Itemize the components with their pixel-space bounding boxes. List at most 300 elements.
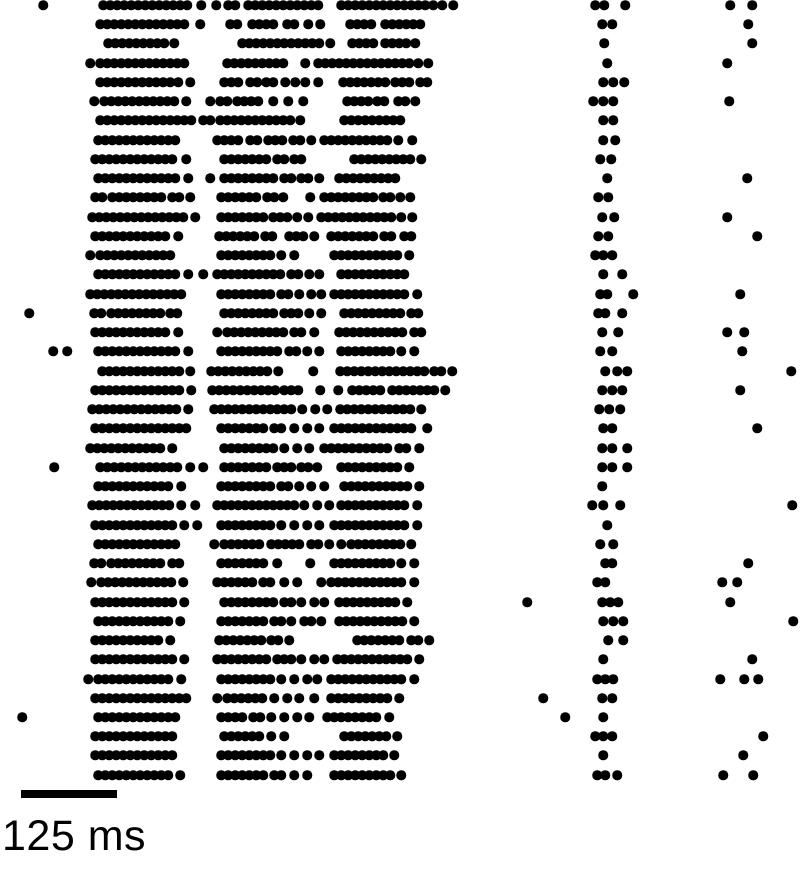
spike-dot bbox=[380, 77, 390, 87]
spike-dot bbox=[309, 597, 319, 607]
spike-dot bbox=[167, 443, 177, 453]
spike-dot bbox=[261, 154, 271, 164]
spike-dot bbox=[268, 77, 278, 87]
spike-dot bbox=[173, 327, 183, 337]
spike-dot bbox=[163, 674, 173, 684]
spike-dot bbox=[209, 539, 219, 549]
spike-dot bbox=[305, 558, 315, 568]
spike-dot bbox=[279, 712, 289, 722]
spike-dot bbox=[413, 58, 423, 68]
scale-bar-label: 125 ms bbox=[2, 812, 147, 860]
spike-dot bbox=[308, 366, 318, 376]
spike-dot bbox=[598, 500, 608, 510]
spike-dot bbox=[608, 115, 618, 125]
spike-dot bbox=[743, 19, 753, 29]
spike-dot bbox=[289, 520, 299, 530]
spike-dot bbox=[280, 77, 290, 87]
spike-dot bbox=[610, 135, 620, 145]
spike-dot bbox=[371, 712, 381, 722]
spike-dot bbox=[294, 693, 304, 703]
spike-dot bbox=[306, 135, 316, 145]
spike-dot bbox=[278, 192, 288, 202]
spike-dot bbox=[416, 327, 426, 337]
spike-dot bbox=[266, 712, 276, 722]
spike-dot bbox=[313, 77, 323, 87]
spike-dot bbox=[608, 539, 618, 549]
spike-dot bbox=[314, 520, 324, 530]
spike-dot bbox=[249, 231, 259, 241]
spike-dot bbox=[169, 96, 179, 106]
spike-dot bbox=[278, 58, 288, 68]
spike-dot bbox=[597, 212, 607, 222]
spike-dot bbox=[237, 712, 247, 722]
spike-dot bbox=[396, 577, 406, 587]
spike-dot bbox=[752, 231, 762, 241]
spike-dot bbox=[295, 135, 305, 145]
spike-dot bbox=[396, 346, 406, 356]
spike-dot bbox=[399, 500, 409, 510]
spike-dot bbox=[167, 731, 177, 741]
spike-dot bbox=[606, 154, 616, 164]
spike-dot bbox=[303, 19, 313, 29]
spike-dot bbox=[48, 346, 58, 356]
spike-dot bbox=[786, 366, 796, 376]
spike-dot bbox=[169, 38, 179, 48]
spike-dot bbox=[167, 597, 177, 607]
spike-dot bbox=[186, 115, 196, 125]
spike-dot bbox=[412, 289, 422, 299]
spike-dot bbox=[261, 462, 271, 472]
spike-dot bbox=[298, 96, 308, 106]
spike-dot bbox=[396, 674, 406, 684]
spike-dot bbox=[385, 346, 395, 356]
spike-dot bbox=[416, 404, 426, 414]
spike-dot bbox=[176, 674, 186, 684]
spike-dot bbox=[600, 770, 610, 780]
spike-dot bbox=[185, 366, 195, 376]
spike-dot bbox=[787, 500, 797, 510]
spike-dot bbox=[296, 154, 306, 164]
spike-dot bbox=[163, 770, 173, 780]
spike-dot bbox=[598, 616, 608, 626]
spike-dot bbox=[613, 327, 623, 337]
spike-dot bbox=[155, 558, 165, 568]
spike-dot bbox=[283, 96, 293, 106]
spike-dot bbox=[385, 192, 395, 202]
spike-dot bbox=[314, 38, 324, 48]
spike-dot bbox=[179, 19, 189, 29]
spike-dot bbox=[276, 520, 286, 530]
spike-dot bbox=[293, 269, 303, 279]
spike-dot bbox=[296, 327, 306, 337]
spike-dot bbox=[179, 58, 189, 68]
spike-dot bbox=[304, 712, 314, 722]
spike-dot bbox=[303, 173, 313, 183]
spike-dot bbox=[405, 154, 415, 164]
spike-dot bbox=[286, 404, 296, 414]
spike-dot bbox=[276, 616, 286, 626]
spike-dot bbox=[617, 269, 627, 279]
spike-dot bbox=[599, 0, 609, 10]
spike-dot bbox=[310, 404, 320, 414]
spike-dot bbox=[155, 308, 165, 318]
spike-dot bbox=[302, 423, 312, 433]
spike-dot bbox=[181, 154, 191, 164]
spike-dot bbox=[302, 674, 312, 684]
spike-dot bbox=[401, 443, 411, 453]
spike-dot bbox=[396, 770, 406, 780]
spike-dot bbox=[294, 539, 304, 549]
spike-dot bbox=[292, 712, 302, 722]
spike-dot bbox=[176, 289, 186, 299]
spike-dot bbox=[622, 462, 632, 472]
spike-dot bbox=[261, 654, 271, 664]
spike-dot bbox=[618, 616, 628, 626]
spike-dot bbox=[172, 462, 182, 472]
spike-dot bbox=[174, 558, 184, 568]
spike-dot bbox=[386, 231, 396, 241]
spike-dot bbox=[739, 327, 749, 337]
spike-dot bbox=[277, 135, 287, 145]
spike-dot bbox=[316, 289, 326, 299]
spike-dot bbox=[718, 770, 728, 780]
spike-dot bbox=[386, 212, 396, 222]
spike-dot bbox=[313, 539, 323, 549]
spike-dot bbox=[419, 366, 429, 376]
spike-dot bbox=[279, 731, 289, 741]
spike-dot bbox=[415, 19, 425, 29]
spike-dot bbox=[404, 462, 414, 472]
spike-dot bbox=[598, 654, 608, 664]
spike-dot bbox=[752, 423, 762, 433]
spike-dot bbox=[183, 346, 193, 356]
spike-dot bbox=[368, 38, 378, 48]
spike-dot bbox=[747, 0, 757, 10]
spike-dot bbox=[603, 231, 613, 241]
spike-dot bbox=[522, 597, 532, 607]
spike-dot bbox=[416, 154, 426, 164]
spike-dot bbox=[382, 443, 392, 453]
spike-dot bbox=[406, 231, 416, 241]
spike-dot bbox=[276, 423, 286, 433]
spike-dot bbox=[294, 481, 304, 491]
spike-dot bbox=[255, 712, 265, 722]
spike-dot bbox=[758, 731, 768, 741]
spike-dot bbox=[385, 770, 395, 780]
spike-dot bbox=[272, 558, 282, 568]
spike-dot bbox=[195, 19, 205, 29]
spike-dot bbox=[618, 635, 628, 645]
spike-dot bbox=[429, 385, 439, 395]
spike-dot bbox=[437, 0, 447, 10]
spike-dot bbox=[159, 38, 169, 48]
spike-dot bbox=[598, 750, 608, 760]
spike-dot bbox=[289, 19, 299, 29]
spike-dot bbox=[167, 520, 177, 530]
spike-dot bbox=[268, 308, 278, 318]
spike-dot bbox=[268, 597, 278, 607]
spike-dot bbox=[600, 308, 610, 318]
spike-dot bbox=[254, 731, 264, 741]
spike-dot bbox=[607, 558, 617, 568]
spike-dot bbox=[289, 250, 299, 260]
spike-dot bbox=[179, 597, 189, 607]
spike-dot bbox=[292, 577, 302, 587]
spike-dot bbox=[175, 616, 185, 626]
spike-dot bbox=[296, 654, 306, 664]
spike-dot bbox=[725, 0, 735, 10]
spike-dot bbox=[314, 346, 324, 356]
spike-dot bbox=[269, 693, 279, 703]
spike-dot bbox=[368, 192, 378, 202]
spike-dot bbox=[409, 558, 419, 568]
spike-dot bbox=[412, 520, 422, 530]
spike-dot bbox=[174, 366, 184, 376]
spike-dot bbox=[394, 693, 404, 703]
spike-dot bbox=[306, 616, 316, 626]
spike-dot bbox=[597, 693, 607, 703]
spike-dot bbox=[392, 250, 402, 260]
spike-dot bbox=[165, 635, 175, 645]
spike-dot bbox=[600, 577, 610, 587]
spike-dot bbox=[289, 770, 299, 780]
spike-dot bbox=[279, 154, 289, 164]
spike-dot bbox=[178, 577, 188, 587]
spike-dot bbox=[166, 577, 176, 587]
spike-dot bbox=[96, 308, 106, 318]
spike-dot bbox=[286, 654, 296, 664]
spike-dot bbox=[319, 597, 329, 607]
spike-dot bbox=[788, 616, 798, 626]
spike-dot bbox=[406, 539, 416, 549]
spike-dot bbox=[222, 96, 232, 106]
spike-dot bbox=[325, 38, 335, 48]
spike-dot bbox=[314, 423, 324, 433]
spike-dot bbox=[232, 19, 242, 29]
spike-dot bbox=[382, 693, 392, 703]
spike-dot bbox=[402, 654, 412, 664]
spike-dot bbox=[176, 481, 186, 491]
spike-dot bbox=[178, 212, 188, 222]
spike-dot bbox=[722, 327, 732, 337]
spike-dot bbox=[309, 654, 319, 664]
spike-dot bbox=[400, 96, 410, 106]
spike-dot bbox=[732, 577, 742, 587]
spike-dot bbox=[163, 481, 173, 491]
spike-dot bbox=[268, 96, 278, 106]
spike-dot bbox=[89, 96, 99, 106]
spike-dot bbox=[300, 58, 310, 68]
spike-dot bbox=[612, 770, 622, 780]
spike-dot bbox=[392, 462, 402, 472]
spike-dot bbox=[617, 308, 627, 318]
spike-dot bbox=[368, 231, 378, 241]
spike-dot bbox=[409, 577, 419, 587]
spike-dot bbox=[738, 750, 748, 760]
spike-dot bbox=[302, 346, 312, 356]
spike-dot bbox=[393, 135, 403, 145]
spike-dot bbox=[385, 558, 395, 568]
spike-dot bbox=[265, 250, 275, 260]
spike-dot bbox=[615, 500, 625, 510]
spike-dot bbox=[286, 597, 296, 607]
spike-dot bbox=[185, 77, 195, 87]
spike-dot bbox=[404, 250, 414, 260]
spike-dot bbox=[85, 250, 95, 260]
spike-dot bbox=[309, 327, 319, 337]
spike-dot bbox=[608, 96, 618, 106]
spike-dot bbox=[598, 77, 608, 87]
spike-dot bbox=[314, 173, 324, 183]
spike-dot bbox=[399, 289, 409, 299]
spike-dot bbox=[175, 770, 185, 780]
spike-dot bbox=[299, 500, 309, 510]
spike-dot bbox=[595, 346, 605, 356]
spike-dot bbox=[312, 674, 322, 684]
spike-dot bbox=[265, 520, 275, 530]
spike-dot bbox=[97, 192, 107, 202]
spike-dot bbox=[600, 366, 610, 376]
spike-dot bbox=[312, 462, 322, 472]
spike-dot bbox=[382, 135, 392, 145]
spike-dot bbox=[233, 135, 243, 145]
spike-dot bbox=[314, 269, 324, 279]
spike-dot bbox=[266, 731, 276, 741]
spike-dot bbox=[306, 481, 316, 491]
spike-dot bbox=[298, 231, 308, 241]
spike-dot bbox=[211, 0, 221, 10]
spike-dot bbox=[156, 192, 166, 202]
spike-dot bbox=[286, 462, 296, 472]
spike-dot bbox=[379, 96, 389, 106]
spike-dot bbox=[170, 712, 180, 722]
spike-dot bbox=[170, 346, 180, 356]
spike-dot bbox=[422, 77, 432, 87]
spike-dot bbox=[392, 731, 402, 741]
spike-dot bbox=[324, 500, 334, 510]
spike-dot bbox=[722, 58, 732, 68]
spike-dot bbox=[395, 192, 405, 202]
spike-dot bbox=[395, 115, 405, 125]
spike-dot bbox=[595, 154, 605, 164]
spike-dot bbox=[292, 443, 302, 453]
spike-dot bbox=[276, 250, 286, 260]
spike-dot bbox=[205, 173, 215, 183]
spike-dot bbox=[183, 269, 193, 279]
spike-dot bbox=[599, 38, 609, 48]
spike-dot bbox=[622, 443, 632, 453]
spike-dot bbox=[181, 693, 191, 703]
spike-dot bbox=[186, 385, 196, 395]
spike-dot bbox=[198, 269, 208, 279]
time-scale-bar bbox=[21, 790, 117, 798]
spike-dot bbox=[306, 289, 316, 299]
spike-dot bbox=[324, 539, 334, 549]
spike-dot bbox=[268, 19, 278, 29]
spike-dot bbox=[258, 616, 268, 626]
spike-dot bbox=[181, 423, 191, 433]
spike-dot bbox=[409, 674, 419, 684]
spike-dot bbox=[607, 19, 617, 29]
spike-dot bbox=[286, 616, 296, 626]
spike-dot bbox=[314, 750, 324, 760]
spike-dot bbox=[722, 212, 732, 222]
spike-dot bbox=[170, 173, 180, 183]
spike-dot bbox=[322, 404, 332, 414]
spike-dot bbox=[267, 231, 277, 241]
spike-dot bbox=[24, 308, 34, 318]
spike-dot bbox=[423, 58, 433, 68]
spike-dot bbox=[436, 366, 446, 376]
spike-dot bbox=[315, 19, 325, 29]
spike-dot bbox=[252, 135, 262, 145]
spike-dot bbox=[265, 289, 275, 299]
spike-dot bbox=[273, 366, 283, 376]
spike-dot bbox=[753, 674, 763, 684]
spike-dot bbox=[608, 77, 618, 87]
spike-dot bbox=[190, 500, 200, 510]
spike-dot bbox=[83, 674, 93, 684]
spike-dot bbox=[167, 750, 177, 760]
spike-dot bbox=[414, 481, 424, 491]
spike-dot bbox=[598, 712, 608, 722]
spike-dot bbox=[258, 558, 268, 568]
spike-dot bbox=[198, 462, 208, 472]
spike-dot bbox=[174, 385, 184, 395]
spike-dot bbox=[560, 712, 570, 722]
spike-dot bbox=[251, 192, 261, 202]
spike-dot bbox=[405, 192, 415, 202]
spike-dot bbox=[396, 558, 406, 568]
spike-dot bbox=[607, 443, 617, 453]
spike-dot bbox=[179, 654, 189, 664]
spike-dot bbox=[283, 481, 293, 491]
spike-dot bbox=[336, 539, 346, 549]
spike-dot bbox=[196, 0, 206, 10]
spike-dot bbox=[265, 577, 275, 587]
spike-dot bbox=[603, 192, 613, 202]
spike-dot bbox=[407, 212, 417, 222]
spike-dot bbox=[304, 269, 314, 279]
spike-dot bbox=[399, 269, 409, 279]
spike-dot bbox=[402, 597, 412, 607]
spike-dot bbox=[164, 500, 174, 510]
spike-dot bbox=[316, 577, 326, 587]
spike-dot bbox=[292, 212, 302, 222]
spike-dot bbox=[278, 327, 288, 337]
spike-dot bbox=[390, 173, 400, 183]
spike-dot bbox=[597, 385, 607, 395]
spike-dot bbox=[381, 731, 391, 741]
spike-dot bbox=[319, 481, 329, 491]
spike-dot bbox=[447, 366, 457, 376]
spike-dot bbox=[390, 597, 400, 607]
spike-dot bbox=[598, 96, 608, 106]
spike-dot bbox=[613, 597, 623, 607]
spike-dot bbox=[607, 385, 617, 395]
spike-dot bbox=[171, 404, 181, 414]
spike-dot bbox=[176, 500, 186, 510]
spike-dot bbox=[85, 58, 95, 68]
spike-dot bbox=[598, 269, 608, 279]
spike-dot bbox=[414, 654, 424, 664]
spike-dot bbox=[295, 115, 305, 125]
spike-dot bbox=[172, 308, 182, 318]
spike-dot bbox=[747, 654, 757, 664]
spike-dot bbox=[538, 693, 548, 703]
spike-dot bbox=[305, 192, 315, 202]
spike-dot bbox=[739, 674, 749, 684]
